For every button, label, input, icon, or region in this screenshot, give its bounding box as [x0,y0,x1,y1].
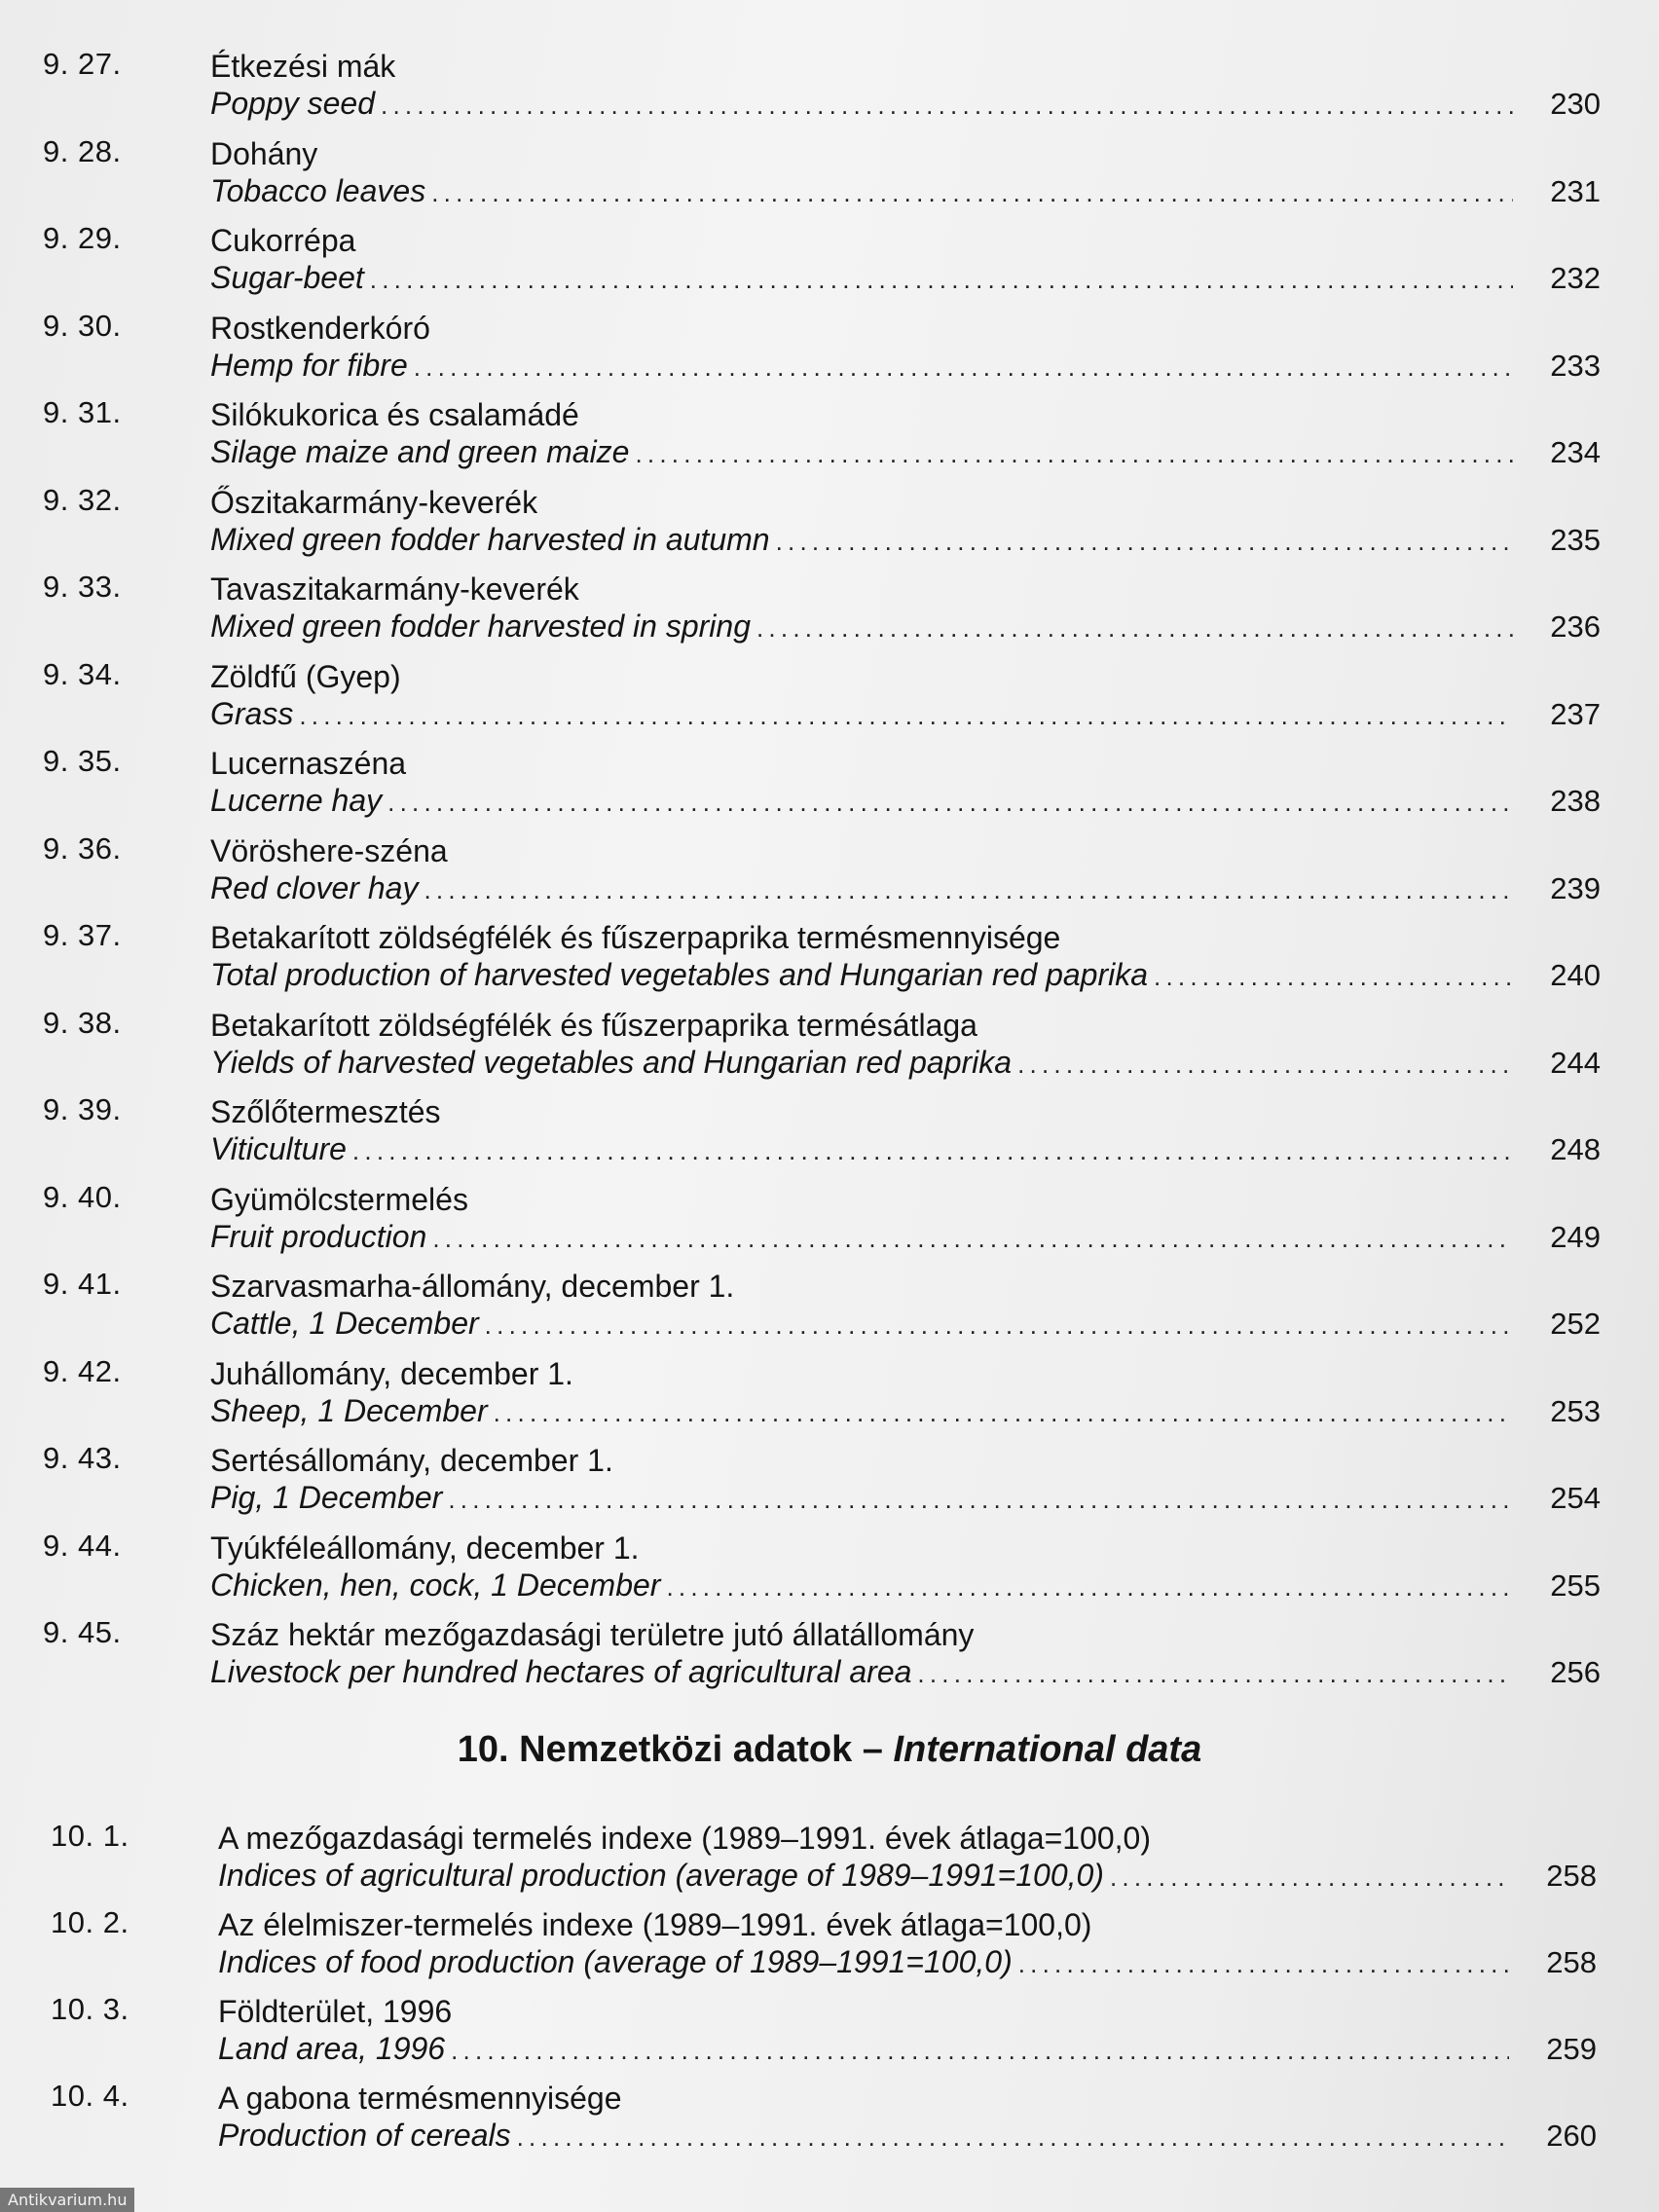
entry-page-number: 239 [1550,870,1601,905]
toc-entry [51,1811,1597,1898]
dot-leader [517,2122,1509,2153]
dot-leader [352,1136,1513,1166]
entry-number: 9. 35. [43,744,122,778]
entry-page-number: 255 [1550,1567,1601,1603]
toc-entry [51,1984,1597,2071]
entry-line [210,522,1601,561]
toc-section-9 [43,39,1601,1695]
entry-title-en: Mixed green fodder harvested in spring [210,608,751,644]
entry-line [210,434,1601,473]
entry-line [210,957,1601,996]
entry-title-hu: Dohány [210,135,318,171]
entry-number: 9. 36. [43,830,122,866]
entry-title-en: Production of cereals [218,2118,511,2153]
toc-entry [43,562,1601,649]
dot-leader [370,265,1513,295]
toc-entry [43,649,1601,737]
entry-number: 9. 43. [43,1441,122,1475]
toc-entry [43,824,1601,911]
entry-page-number: 254 [1550,1481,1601,1515]
dot-leader [387,788,1513,818]
entry-page-number: 253 [1550,1393,1601,1428]
toc-entry [43,1172,1601,1260]
entry-number: 9. 41. [43,1267,122,1301]
entry-number: 9. 31. [43,395,122,429]
entry-page-number: 249 [1550,1219,1601,1254]
entry-title-en: Grass [210,695,294,731]
entry-title-en: Land area, 1996 [218,2031,446,2066]
entry-title-en: Sheep, 1 December [210,1392,488,1428]
entry-title-hu: Étkezési mák [210,49,396,84]
entry-page-number: 244 [1550,1045,1601,1080]
dot-leader [494,1398,1513,1428]
entry-title-en: Poppy seed [210,86,376,121]
entry-number: 10. 1. [51,1819,129,1853]
entry-number: 9. 32. [43,482,122,517]
entry-number: 9. 44. [43,1528,122,1563]
toc-entry [43,1085,1601,1172]
entry-title-hu: Betakarított zöldségfélék és fűszerpaprika termésmennyisége [210,920,1061,955]
dot-leader [431,178,1513,208]
toc-entry [43,1607,1601,1695]
toc-entry [43,213,1601,301]
entry-title-en: Fruit production [210,1218,427,1254]
entry-title-en: Hemp for fibre [210,347,408,383]
toc-entry [43,1346,1601,1434]
entry-line [210,1654,1601,1693]
entry-title-en: Cattle, 1 December [210,1306,479,1341]
entry-title-en: Sugar-beet [210,260,364,295]
entry-number: 9. 40. [43,1179,122,1214]
entry-number: 9. 34. [43,656,122,691]
entry-title-hu: Az élelmiszer-termelés indexe (1989–1991. évek átlaga=100,0) [218,1907,1092,1942]
entry-title-hu: Rostkenderkóró [210,310,430,346]
toc-section-10 [51,1811,1597,2157]
entry-page-number: 235 [1550,522,1601,557]
entry-title-hu: Lucernaszéna [210,746,407,781]
entry-line [218,1944,1597,1983]
entry-number: 9. 37. [43,918,122,952]
entry-number: 9. 28. [43,133,122,168]
entry-title-hu: Betakarított zöldségfélék és fűszerpaprika termésátlaga [210,1007,977,1043]
dot-leader [756,613,1513,644]
entry-number: 9. 42. [43,1353,122,1388]
dot-leader [485,1310,1513,1341]
section-10-title-en: International data [893,1729,1202,1770]
entry-title-en: Lucerne hay [210,783,383,818]
entry-number: 9. 45. [43,1615,122,1649]
entry-title-hu: A gabona termésmennyisége [218,2081,622,2116]
entry-title-hu: Tavaszitakarmány-keverék [210,571,579,607]
entry-title-hu: Gyümölcstermelés [210,1181,468,1217]
section-10-title-hu: 10. Nemzetközi adatok – [457,1729,894,1770]
dot-leader [635,439,1513,469]
entry-number: 9. 29. [43,221,122,255]
entry-number: 10. 3. [51,1992,129,2026]
dot-leader [448,1485,1513,1515]
entry-title-en: Total production of harvested vegetables and Hungarian red paprika [210,957,1149,992]
toc-entry [43,1259,1601,1346]
entry-line [210,870,1601,909]
entry-line [210,696,1601,735]
entry-line [210,783,1601,822]
entry-title-en: Silage maize and green maize [210,434,630,469]
entry-page-number: 248 [1550,1132,1601,1166]
entry-title-hu: Őszitakarmány-keverék [210,484,538,520]
entry-page-number: 230 [1550,87,1601,121]
entry-title-hu: Földterület, 1996 [218,1994,453,2029]
entry-page-number: 260 [1546,2119,1597,2153]
entry-page-number: 240 [1550,958,1601,992]
entry-title-en: Yields of harvested vegetables and Hungarian red paprika [210,1044,1013,1080]
toc-entry [43,127,1601,214]
dot-leader [451,2036,1509,2066]
entry-line [210,348,1601,387]
entry-line [210,86,1601,125]
entry-number: 9. 38. [43,1005,122,1040]
entry-title-hu: A mezőgazdasági termelés indexe (1989–1991. évek átlaga=100,0) [218,1821,1151,1856]
entry-page-number: 256 [1550,1655,1601,1689]
toc-entry [43,39,1601,127]
entry-title-hu: Vöröshere-széna [210,832,448,868]
dot-leader [1154,962,1513,992]
toc-entry [43,475,1601,563]
entry-line [210,1219,1601,1258]
entry-title-hu: Silókukorica és csalamádé [210,397,579,432]
entry-title-en: Tobacco leaves [210,172,426,208]
entry-page-number: 236 [1550,609,1601,644]
entry-title-hu: Juhállomány, december 1. [210,1355,573,1391]
entry-page-number: 238 [1550,784,1601,818]
dot-leader [917,1659,1513,1689]
entry-line [218,1858,1597,1897]
entry-line [210,173,1601,212]
entry-page-number: 232 [1550,261,1601,295]
entry-page-number: 259 [1546,2032,1597,2066]
entry-title-en: Indices of food production (average of 1989–1991=100,0) [218,1944,1013,1979]
entry-line [210,1306,1601,1345]
entry-line [210,1131,1601,1170]
entry-line [210,1567,1601,1606]
entry-line [210,260,1601,299]
entry-title-en: Red clover hay [210,869,419,905]
toc-entry [43,387,1601,475]
entry-title-hu: Szarvasmarha-állomány, december 1. [210,1269,735,1304]
entry-title-hu: Tyúkféleállomány, december 1. [210,1530,640,1566]
dot-leader [1018,1949,1509,1979]
entry-line [210,1480,1601,1519]
section-10-heading [0,1729,1659,1771]
toc-entry [43,998,1601,1086]
dot-leader [381,91,1513,121]
entry-title-hu: Száz hektár mezőgazdasági területre jutó állatállomány [210,1617,975,1652]
entry-line [218,2031,1597,2070]
entry-title-en: Chicken, hen, cock, 1 December [210,1567,661,1603]
entry-title-en: Pig, 1 December [210,1480,443,1515]
entry-title-en: Viticulture [210,1131,347,1166]
toc-entry [51,1898,1597,1984]
entry-line [210,1045,1601,1084]
dot-leader [414,352,1513,383]
entry-title-hu: Cukorrépa [210,223,356,258]
entry-line [210,608,1601,647]
entry-title-en: Livestock per hundred hectares of agricultural area [210,1654,912,1689]
entry-page-number: 258 [1546,1859,1597,1893]
entry-number: 10. 2. [51,1905,129,1939]
entry-number: 9. 33. [43,570,122,604]
entry-number: 9. 39. [43,1092,122,1126]
dot-leader [1017,1050,1513,1080]
toc-entry [43,910,1601,998]
dot-leader [666,1572,1513,1603]
entry-number: 10. 4. [51,2079,129,2113]
entry-title-hu: Sertésállomány, december 1. [210,1443,613,1478]
toc-entry [51,2071,1597,2157]
dot-leader [1110,1862,1509,1893]
entry-page-number: 231 [1550,173,1601,208]
entry-title-en: Mixed green fodder harvested in autumn [210,521,770,557]
entry-line [210,1393,1601,1432]
entry-title-hu: Zöldfű (Gyep) [210,658,401,694]
entry-page-number: 252 [1550,1307,1601,1341]
entry-page-number: 237 [1550,696,1601,731]
dot-leader [424,875,1513,905]
entry-page-number: 233 [1550,348,1601,383]
toc-entry [43,1433,1601,1521]
entry-page-number: 258 [1546,1945,1597,1979]
dot-leader [432,1224,1513,1254]
dot-leader [299,701,1513,731]
toc-entry [43,736,1601,824]
watermark: Antikvarium.hu [0,2188,134,2212]
entry-number: 9. 27. [43,47,122,81]
entry-line [218,2118,1597,2157]
toc-entry [43,1521,1601,1608]
entry-page-number: 234 [1550,435,1601,469]
dot-leader [776,527,1513,557]
entry-number: 9. 30. [43,308,122,343]
entry-title-en: Indices of agricultural production (average of 1989–1991=100,0) [218,1858,1104,1893]
entry-title-hu: Szőlőtermesztés [210,1094,441,1129]
toc-entry [43,301,1601,388]
